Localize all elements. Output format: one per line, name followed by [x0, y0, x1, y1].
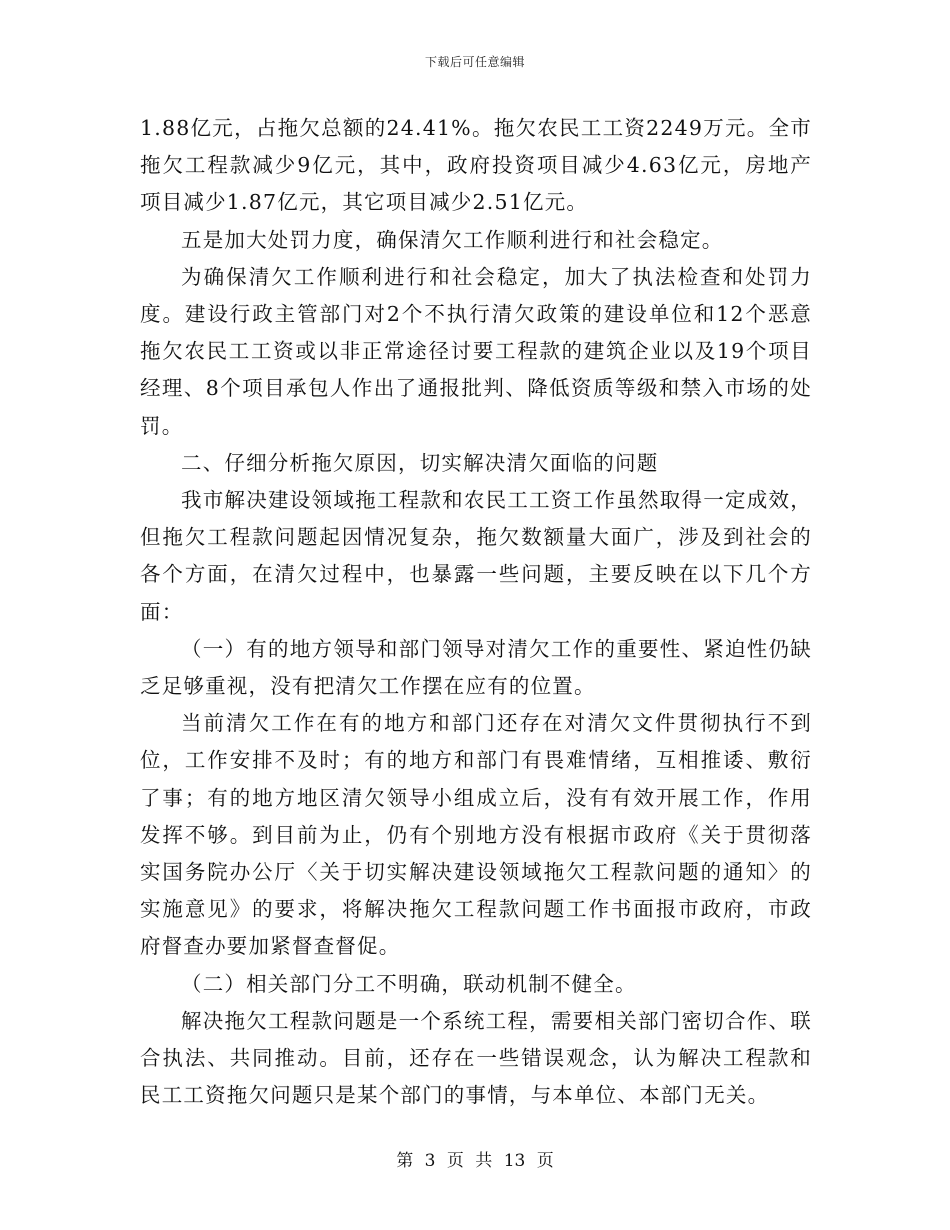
document-body — [140, 110, 812, 1114]
subheading-two: （二）相关部门分工不明确，联动机制不健全。 — [181, 971, 637, 996]
page-header-note: 下载后可任意编辑 — [424, 55, 525, 69]
paragraph-penalty-details: 为确保清欠工作顺利进行和社会稳定，加大了执法检查和处罚力度。建设行政主管部门对2个不执行清欠政策的建设单位和12个恶意拖欠农民工工资或以非正常途径讨要工程款的建筑企业以及19个项目经理、8个项目承包人作出了通报批判、降低资质等级和禁入市场的处罚。 — [140, 264, 812, 438]
paragraph-system-engineering: 解决拖欠工程款问题是一个系统工程，需要相关部门密切合作、联合执法、共同推动。目前，还存在一些错误观念，认为解决工程款和民工工资拖欠问题只是某个部门的事情，与本单位、本部门无关。 — [140, 1008, 812, 1108]
paragraph-continuation: 1.88亿元，占拖欠总额的24.41%。拖欠农民工工资2249万元。全市拖欠工程款减少9亿元，其中，政府投资项目减少4.63亿元，房地产项目减少1.87亿元，其它项目减少2.51亿元。 — [140, 116, 812, 215]
subheading-one: （一）有的地方领导和部门领导对清欠工作的重要性、紧迫性仍缺乏足够重视，没有把清欠工作摆在应有的位置。 — [140, 636, 812, 699]
paragraph-item-five-heading: 五是加大处罚力度，确保清欠工作顺利进行和社会稳定。 — [181, 227, 724, 252]
paragraph-current-work: 当前清欠工作在有的地方和部门还存在对清欠文件贯彻执行不到位，工作安排不及时；有的地方和部门有畏难情绪，互相推诿、敷衍了事；有的地方地区清欠领导小组成立后，没有有效开展工作，作用发挥不够。到目前为止，仍有个别地方没有根据市政府《关于贯彻落实国务院办公厅〈关于切实解决建设领域拖欠工程款问题的通知〉的实施意见》的要求，将解决拖欠工程款问题工作书面报市政府，市政府督查办要加紧督查督促。 — [140, 711, 812, 959]
paragraph-problems-intro: 我市解决建设领域拖工程款和农民工工资工作虽然取得一定成效，但拖欠工程款问题起因情况复杂，拖欠数额量大面广，涉及到社会的各个方面，在清欠过程中，也暴露一些问题，主要反映在以下几个方面： — [140, 488, 812, 624]
section-heading-two: 二、仔细分析拖欠原因，切实解决清欠面临的问题 — [181, 450, 659, 475]
page-number-footer: 第 3 页 共 13 页 — [396, 1151, 554, 1171]
